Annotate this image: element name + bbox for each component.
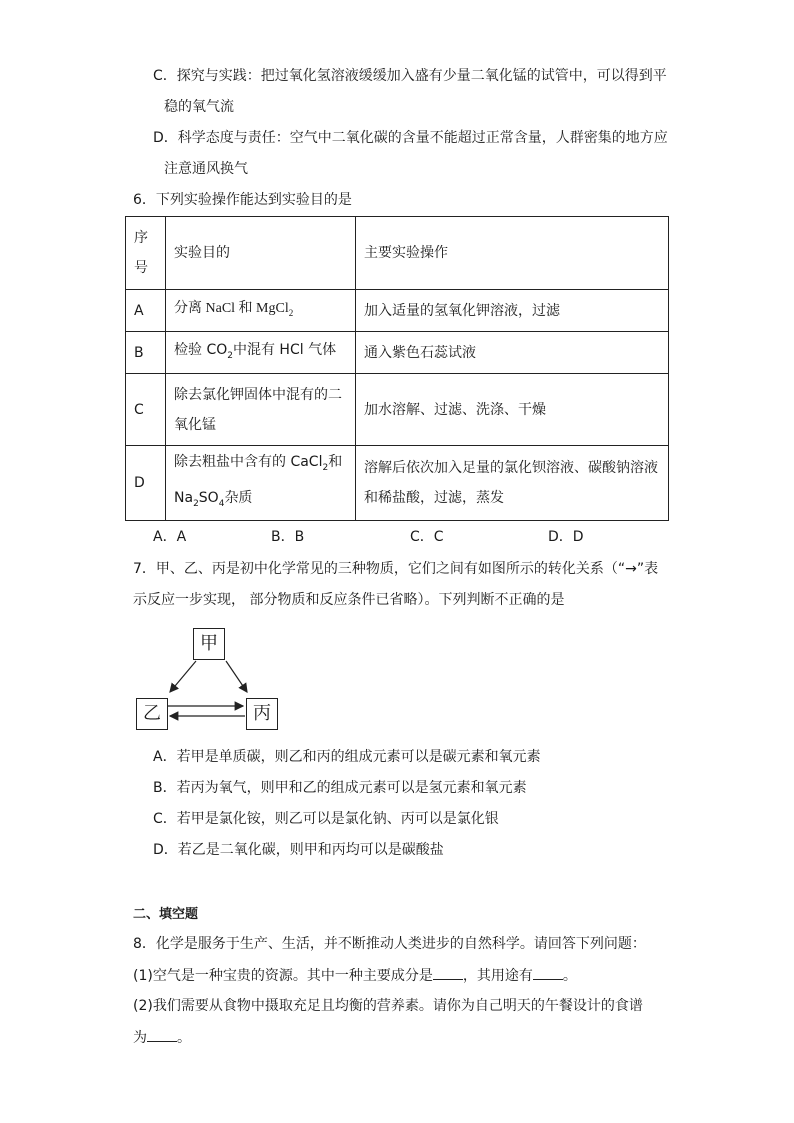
q6-choice-c[interactable]: C．C <box>410 529 444 545</box>
row-b-goal-sub: 2 <box>227 350 233 361</box>
row-a-operation: 加入适量的氢氧化钾溶液，过滤 <box>356 290 669 332</box>
arrow-jia-to-yi <box>170 661 196 692</box>
header-goal: 实验目的 <box>166 217 356 290</box>
row-a-no: A <box>126 290 166 332</box>
q8-part1 <box>133 965 577 986</box>
header-no-line1: 序 <box>134 230 148 246</box>
row-d-goal-line2-sub2: 4 <box>218 498 225 509</box>
q6-table <box>125 216 669 521</box>
row-d-goal-line1-post: 和 <box>328 454 343 471</box>
diagram-node-yi: 乙 <box>136 698 168 730</box>
section-title: 二、填空题 <box>133 907 199 922</box>
table-row <box>126 290 669 332</box>
row-d-goal-line1 <box>174 447 347 483</box>
row-d-goal-line2-post: 杂质 <box>224 490 253 506</box>
row-d-goal-line2 <box>174 483 347 519</box>
row-a-goal <box>166 290 356 332</box>
q7-option-c[interactable]: C．若甲是氯化铵，则乙可以是氯化钠、丙可以是氯化银 <box>153 811 499 827</box>
row-b-goal <box>166 332 356 374</box>
table-row <box>126 446 669 521</box>
row-c-no: C <box>126 374 166 446</box>
header-no-line2: 号 <box>134 260 148 276</box>
row-b-operation: 通入紫色石蕊试液 <box>356 332 669 374</box>
row-d-goal-line2-mid: SO <box>198 490 219 506</box>
row-b-goal-post: 中混有 HCl 气体 <box>232 341 337 358</box>
q5-option-d-line1: D．科学态度与责任：空气中二氧化碳的含量不能超过正常含量，人群密集的地方应 <box>153 130 668 146</box>
diagram-node-jia: 甲 <box>193 628 225 660</box>
table-row <box>126 374 669 446</box>
table-row <box>126 332 669 374</box>
row-c-goal-line2: 氧化锰 <box>174 416 216 433</box>
arrow-jia-to-bing <box>226 661 247 692</box>
q8-blank-2[interactable] <box>533 965 563 980</box>
row-c-goal-line1: 除去氯化钾固体中混有的二 <box>174 386 342 403</box>
row-a-goal-sub: 2 <box>288 307 294 318</box>
q5-option-c-line2: 稳的氧气流 <box>164 99 234 115</box>
q8-part2-post: 。 <box>177 1030 191 1046</box>
row-c-goal <box>166 374 356 446</box>
q6-stem: 6．下列实验操作能达到实验目的是 <box>133 192 352 208</box>
header-operation: 主要实验操作 <box>356 217 669 290</box>
row-a-goal-text: 分离 NaCl 和 MgCl <box>174 301 289 317</box>
row-d-goal <box>166 446 356 521</box>
row-b-no: B <box>126 332 166 374</box>
q8-part2-line2 <box>133 1027 191 1048</box>
q8-part1-mid: ，其用途有 <box>462 968 533 984</box>
row-d-goal-line1-sub: 2 <box>322 463 329 473</box>
row-d-no: D <box>126 446 166 521</box>
header-no <box>126 217 166 290</box>
q7-option-b[interactable]: B．若丙为氧气，则甲和乙的组成元素可以是氢元素和氧元素 <box>153 780 527 796</box>
row-d-goal-line2-pre: Na <box>174 490 194 506</box>
q7-option-d[interactable]: D．若乙是二氧化碳，则甲和丙均可以是碳酸盐 <box>153 842 444 858</box>
row-d-operation-line1: 溶解后依次加入足量的氯化钡溶液、碳酸钠溶液 <box>364 460 658 476</box>
q8-part2-pre: 为 <box>133 1030 147 1046</box>
q8-blank-3[interactable] <box>147 1027 177 1042</box>
q8-blank-1[interactable] <box>433 965 463 980</box>
row-d-goal-line1-pre: 除去粗盐中含有的 CaCl <box>174 454 323 471</box>
q8-part2-line1: (2)我们需要从食物中摄取充足且均衡的营养素。请你为自己明天的午餐设计的食谱 <box>133 998 643 1014</box>
q7-stem-line2: 示反应一步实现， 部分物质和反应条件已省略）。下列判断不正确的是 <box>133 592 565 608</box>
q6-choice-b[interactable]: B．B <box>271 529 305 545</box>
q5-option-d-line2: 注意通风换气 <box>164 161 248 177</box>
q6-choice-d[interactable]: D．D <box>548 529 584 545</box>
row-d-goal-line2-sub1: 2 <box>193 498 199 509</box>
q5-option-c-line1: C．探究与实践：把过氧化氢溶液缓缓加入盛有少量二氧化锰的试管中，可以得到平 <box>153 68 667 84</box>
table-header-row <box>126 217 669 290</box>
q7-stem-line1: 7．甲、乙、丙是初中化学常见的三种物质，它们之间有如图所示的转化关系（“→”表 <box>133 561 659 577</box>
q7-option-a[interactable]: A．若甲是单质碳，则乙和丙的组成元素可以是碳元素和氧元素 <box>153 749 541 765</box>
q6-choice-a[interactable]: A．A <box>153 529 187 545</box>
diagram-node-bing: 丙 <box>246 698 278 730</box>
row-b-goal-pre: 检验 CO <box>174 341 228 358</box>
q8-part1-post: 。 <box>562 968 577 984</box>
row-c-operation: 加水溶解、过滤、洗涤、干燥 <box>356 374 669 446</box>
q8-part1-pre: (1)空气是一种宝贵的资源。其中一种主要成分是 <box>133 968 433 984</box>
row-d-operation <box>356 446 669 521</box>
q8-stem: 8．化学是服务于生产、生活，并不断推动人类进步的自然科学。请回答下列问题： <box>133 936 646 952</box>
row-d-operation-line2: 和稀盐酸，过滤，蒸发 <box>364 490 504 506</box>
